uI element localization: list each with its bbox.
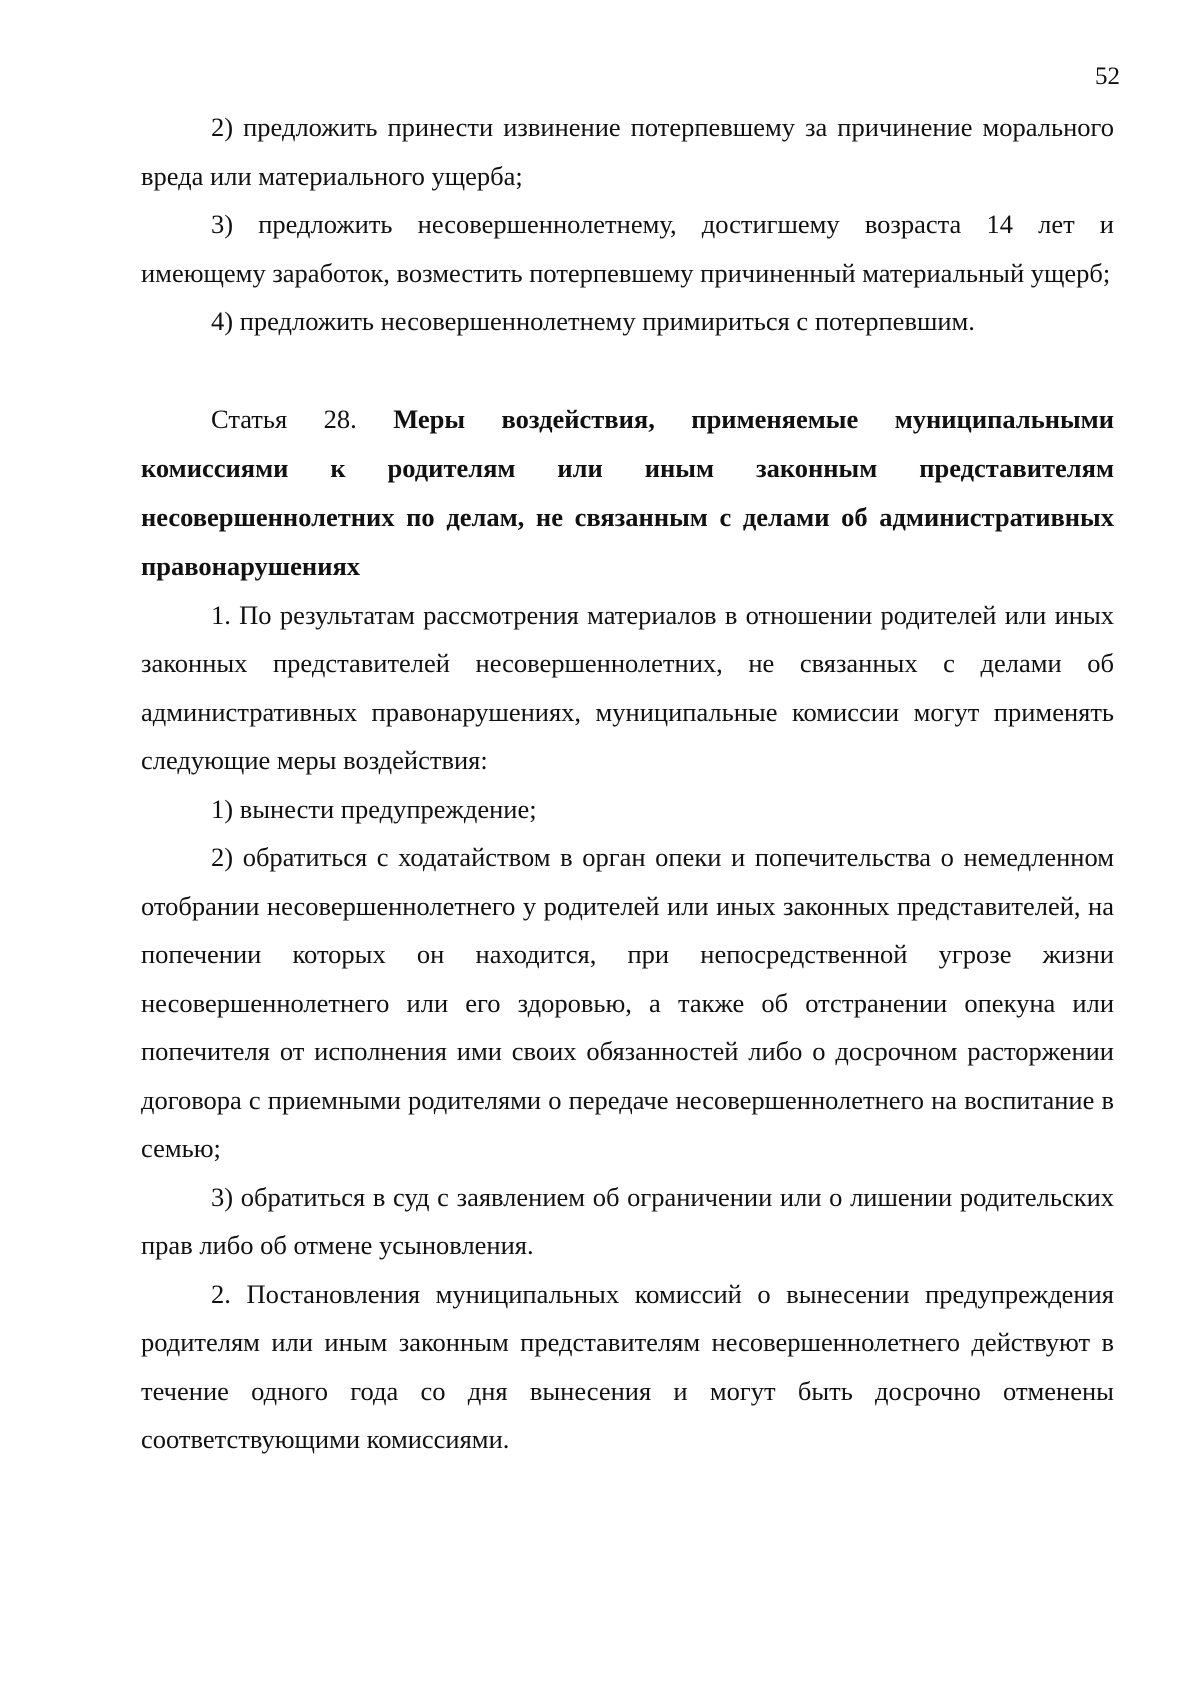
list-item: 3) обратиться в суд с заявлением об ограничении или о лишении родительских прав либо об отмене усыновления. xyxy=(141,1181,1114,1260)
list-item: 2) предложить принести извинение потерпевшему за причинение морального вреда или материального ущерба; xyxy=(141,112,1114,191)
clause-1-intro: 1. По результатам рассмотрения материалов в отношении родителей или иных законных представителей несовершеннолетних, не связанных с делами об административных правонарушениях, муниципальные комиссии могут применять следующие меры воздействия: xyxy=(141,599,1114,775)
article-number: Статья 28. xyxy=(211,403,357,434)
clause-2: 2. Постановления муниципальных комиссий о вынесении предупреждения родителям или иным законным представителям несовершеннолетнего действуют в течение одного года со дня вынесения и могут быть досрочно отменены соответствующими комиссиями. xyxy=(141,1278,1114,1454)
list-item: 3) предложить несовершеннолетнему, достигшему возраста 14 лет и имеющему заработок, возместить потерпевшему причиненный материальный ущерб; xyxy=(141,209,1114,288)
document-body xyxy=(141,103,1114,1464)
list-item: 2) обратиться с ходатайством в орган опеки и попечительства о немедленном отобрании несовершеннолетнего у родителей или иных законных представителей, на попечении которых он находится, при непосредственной угрозе жизни несовершеннолетнего или его здоровью, а также об отстранении опекуна или попечителя от исполнения ими своих обязанностей либо о досрочном расторжении договора с приемными родителями о передаче несовершеннолетнего на воспитание в семью; xyxy=(141,842,1114,1163)
list-item: 4) предложить несовершеннолетнему примириться с потерпевшим. xyxy=(211,306,975,336)
article-heading xyxy=(141,395,1114,591)
list-item: 1) вынести предупреждение; xyxy=(211,793,537,824)
article-title: Меры воздействия, применяемые муниципальными комиссиями к родителям или иным законным представителям несовершеннолетних по делам, не связанным с делами об административных правонарушениях xyxy=(141,403,1114,581)
page-number: 52 xyxy=(1095,63,1120,90)
